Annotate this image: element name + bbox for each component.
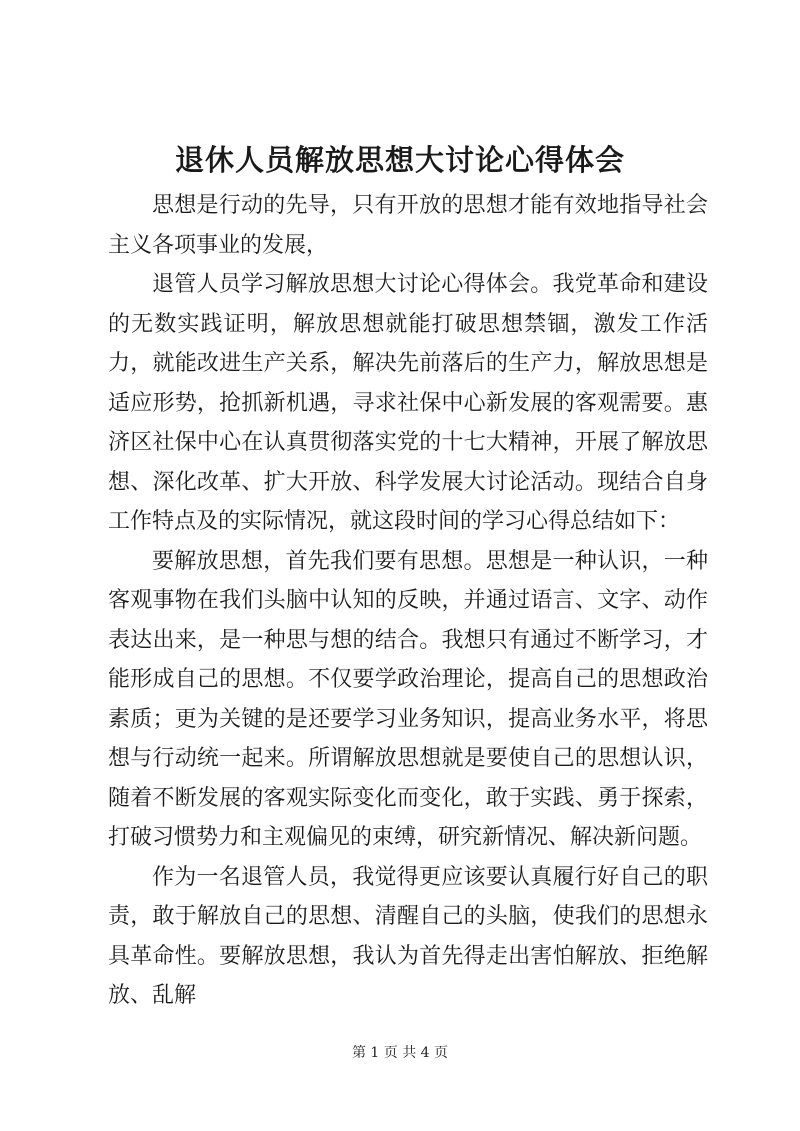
page-footer: 第 1 页 共 4 页	[351, 1045, 449, 1061]
paragraph-1: 思想是行动的先导，只有开放的思想才能有效地指导社会主义各项事业的发展，	[108, 193, 708, 258]
document-title: 退休人员解放思想大讨论心得体会	[174, 143, 625, 177]
document-body	[108, 186, 708, 1016]
paragraph-4: 作为一名退管人员，我觉得更应该要认真履行好自己的职责，敢于解放自己的思想、清醒自己的头脑，使我们的思想永具革命性。要解放思想，我认为首先得走出害怕解放、拒绝解放、乱解	[108, 864, 708, 1008]
paragraph-2: 退管人员学习解放思想大讨论心得体会。我党革命和建设的无数实践证明，解放思想就能打破思想禁锢，激发工作活力，就能改进生产关系，解决先前落后的生产力，解放思想是适应形势，抢抓新机遇，寻求社保中心新发展的客观需要。惠济区社保中心在认真贯彻落实党的十七大精神，开展了解放思想、深化改革、扩大开放、科学发展大讨论活动。现结合自身工作特点及的实际情况，就这段时间的学习心得总结如下：	[108, 272, 708, 534]
paragraph-3: 要解放思想，首先我们要有思想。思想是一种认识，一种客观事物在我们头脑中认知的反映，并通过语言、文字、动作表达出来，是一种思与想的结合。我想只有通过不断学习，才能形成自己的思想。不仅要学政治理论，提高自己的思想政治素质；更为关键的是还要学习业务知识，提高业务水平，将思想与行动统一起来。所谓解放思想就是要使自己的思想认识，随着不断发展的客观实际变化而变化，敢于实践、勇于探索，打破习惯势力和主观偏见的束缚，研究新情况、解决新问题。	[108, 548, 708, 850]
